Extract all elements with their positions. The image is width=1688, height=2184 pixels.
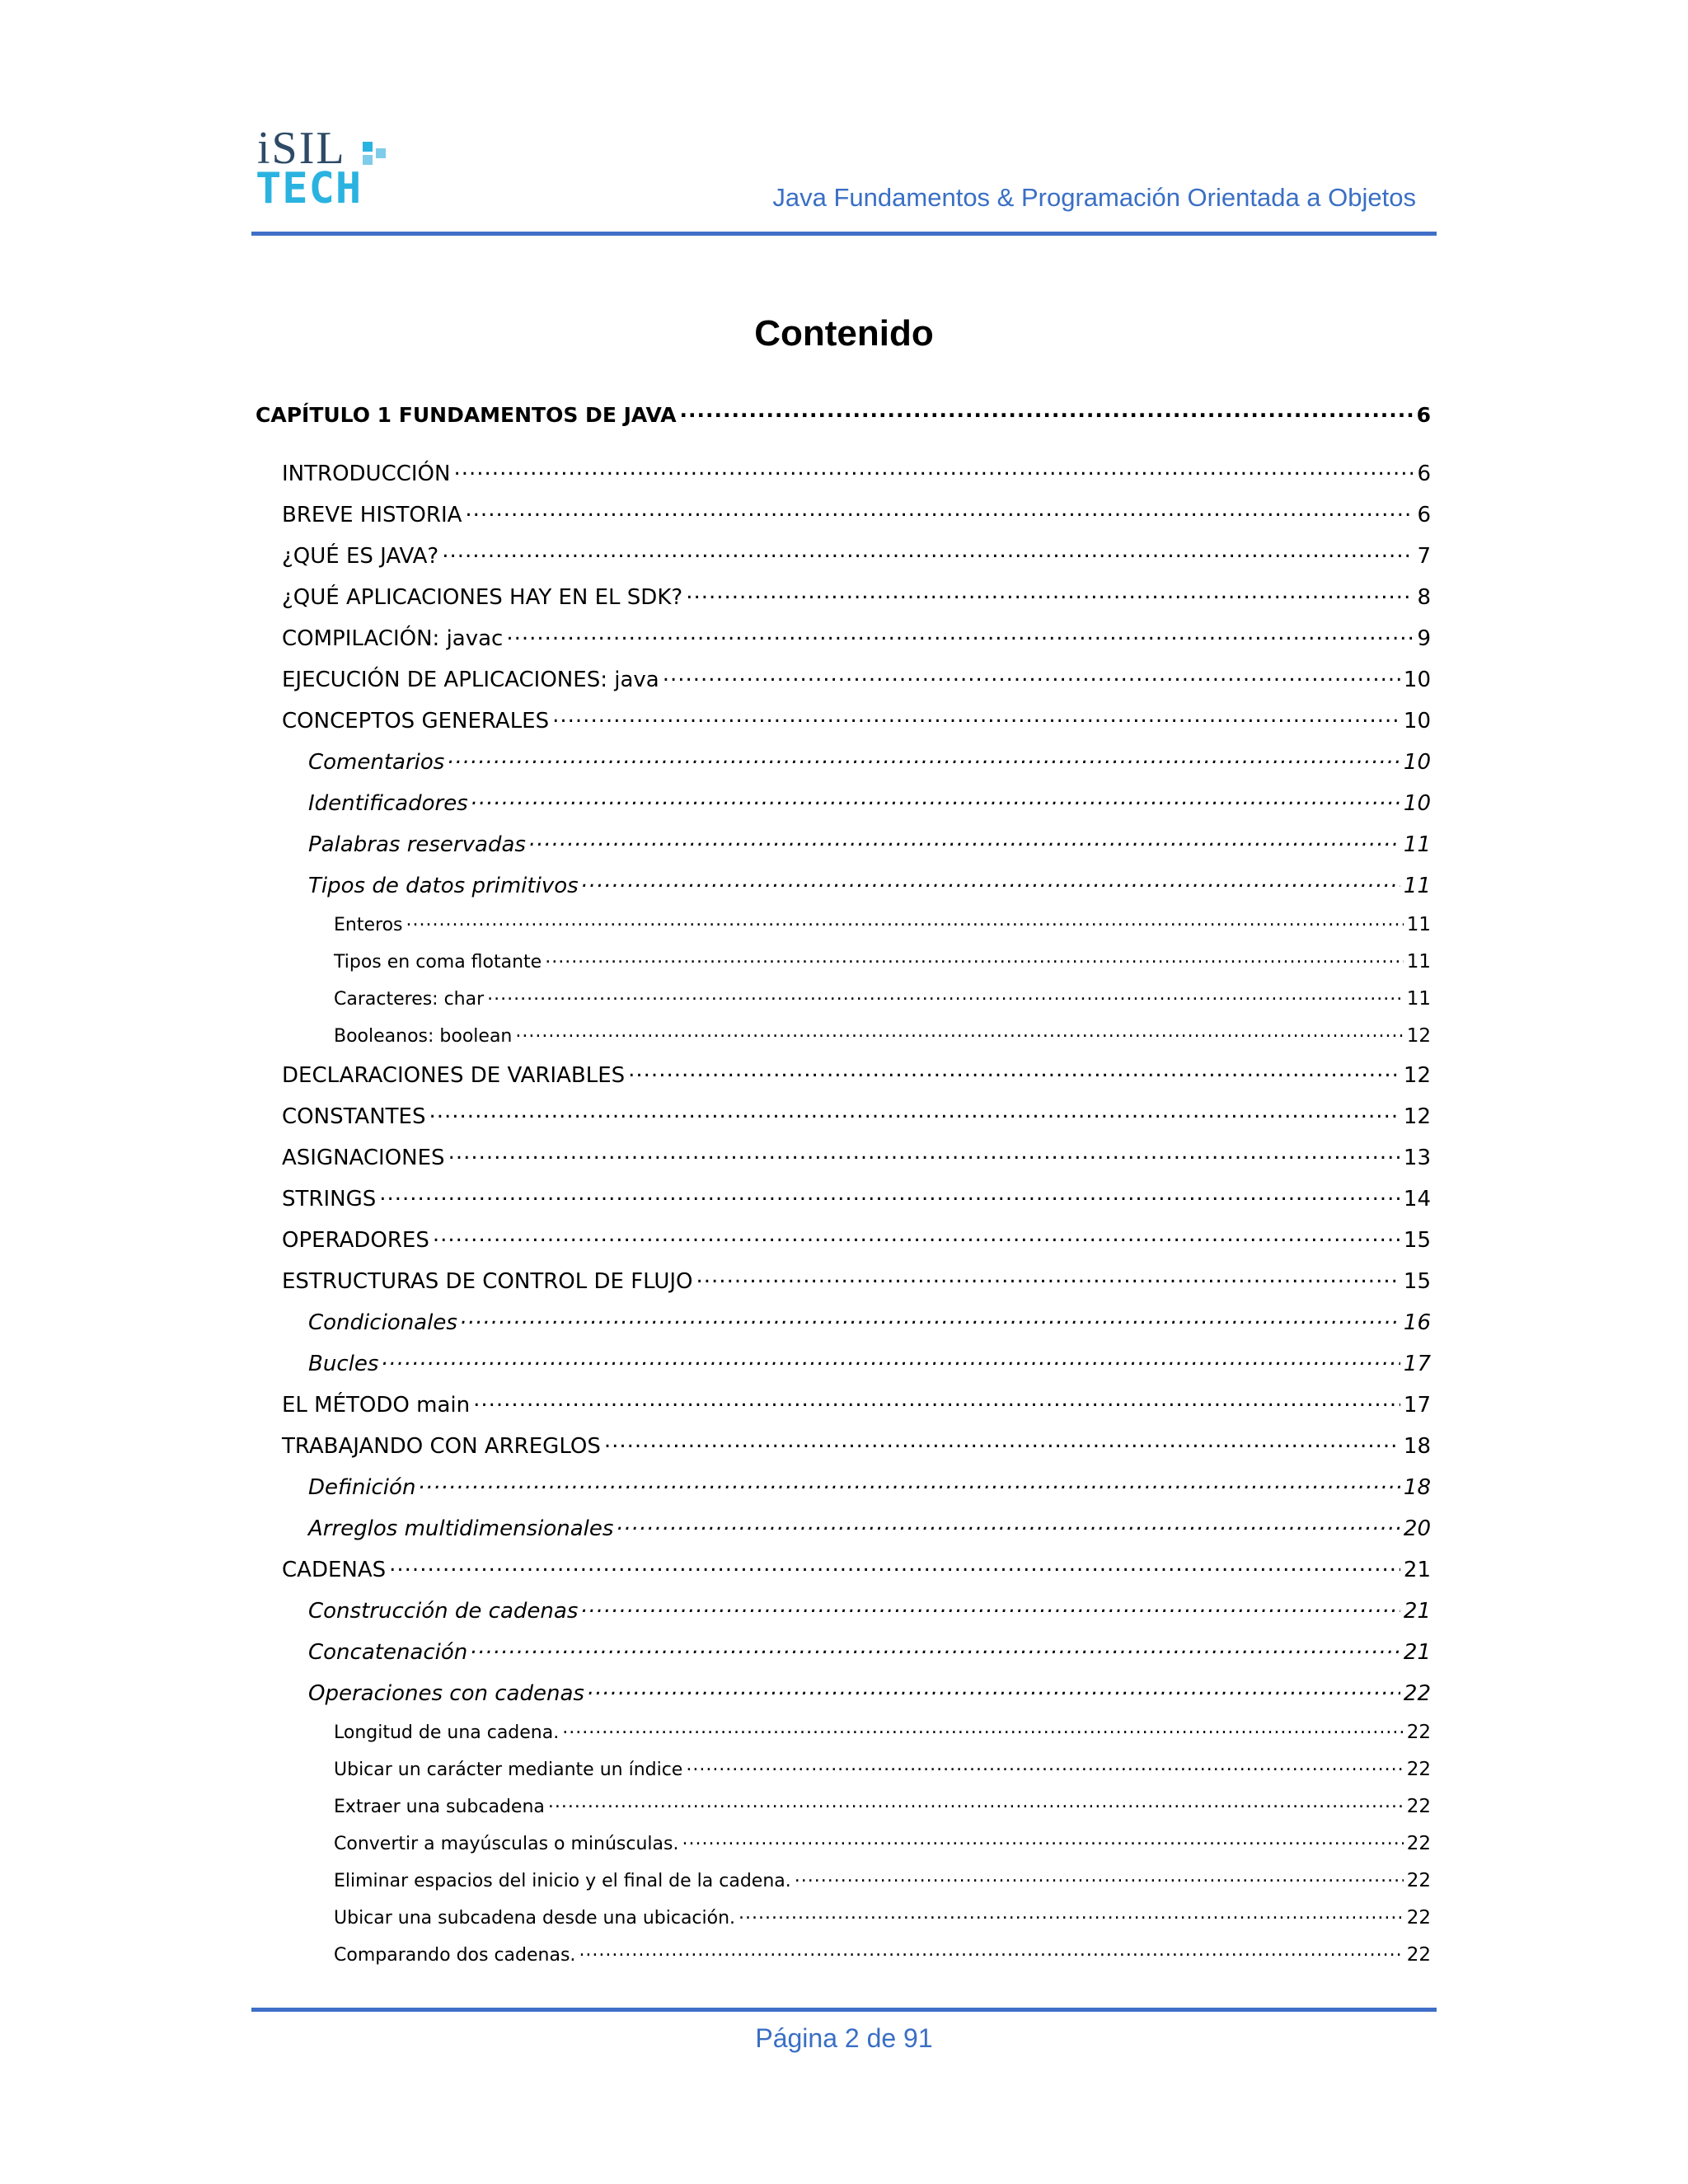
toc-entry-title: Identificadores [308, 791, 468, 816]
toc-entry[interactable] [308, 830, 1431, 857]
toc-dot-leader [680, 401, 1414, 422]
toc-entry-title: Tipos de datos primitivos [308, 874, 579, 898]
toc-entry-title: INTRODUCCIÓN [282, 462, 451, 486]
logo-text-top: iSIL [257, 124, 346, 174]
toc-entry[interactable] [308, 1638, 1431, 1665]
toc-entry-page: 11 [1406, 951, 1431, 972]
toc-entry-page: 6 [1417, 503, 1431, 527]
toc-entry-title: Ubicar un carácter mediante un índice [334, 1760, 683, 1780]
toc-entry[interactable] [282, 1432, 1431, 1459]
logo-text-bottom: TECH [256, 164, 363, 213]
toc-entry-page: 16 [1403, 1310, 1431, 1335]
toc-entry-title: Palabras reservadas [308, 832, 526, 857]
toc-entry[interactable] [334, 1831, 1431, 1854]
toc-entry[interactable] [256, 401, 1431, 427]
toc-dot-leader [686, 1757, 1403, 1775]
toc-entry-page: 22 [1406, 1870, 1431, 1891]
toc-dot-leader [448, 1143, 1400, 1165]
toc-entry-page: 6 [1416, 403, 1431, 427]
toc-entry-title: CONSTANTES [282, 1104, 426, 1129]
toc-dot-leader [617, 1514, 1400, 1535]
toc-entry-title: DECLARACIONES DE VARIABLES [282, 1063, 626, 1088]
toc-dot-leader [582, 871, 1400, 893]
toc-entry-title: BREVE HISTORIA [282, 503, 462, 527]
toc-entry-page: 15 [1403, 1228, 1431, 1253]
toc-entry-title: Longitud de una cadena. [334, 1722, 560, 1743]
toc-entry-page: 22 [1406, 1944, 1431, 1966]
toc-entry-page: 12 [1403, 1104, 1431, 1129]
toc-dot-leader [487, 987, 1404, 1005]
toc-entry-title: Convertir a mayúsculas o minúsculas. [334, 1834, 679, 1854]
toc-dot-leader [682, 1831, 1403, 1849]
toc-entry-title: CONCEPTOS GENERALES [282, 709, 550, 733]
toc-entry[interactable] [282, 541, 1431, 569]
toc-entry-page: 13 [1403, 1146, 1431, 1170]
toc-dot-leader [461, 1308, 1400, 1329]
toc-entry-page: 8 [1417, 585, 1431, 610]
toc-entry-title: Caracteres: char [334, 989, 485, 1010]
toc-entry-page: 10 [1403, 709, 1431, 733]
toc-entry[interactable] [282, 500, 1431, 527]
toc-entry-title: CADENAS [282, 1558, 387, 1582]
toc-dot-leader [473, 1390, 1400, 1412]
toc-entry-title: ¿QUÉ ES JAVA? [282, 544, 439, 569]
toc-dot-leader [604, 1432, 1400, 1453]
toc-entry-title: COMPILACIÓN: javac [282, 626, 504, 651]
toc-entry-title: ¿QUÉ APLICACIONES HAY EN EL SDK? [282, 585, 683, 610]
toc-entry[interactable] [308, 1514, 1431, 1541]
toc-dot-leader [738, 1905, 1404, 1924]
toc-entry-page: 17 [1403, 1352, 1431, 1376]
toc-dot-leader [419, 1473, 1400, 1494]
toc-dot-leader [628, 1061, 1400, 1082]
toc-entry[interactable] [282, 624, 1431, 651]
toc-entry-title: Ubicar una subcadena desde una ubicación. [334, 1908, 736, 1929]
toc-dot-leader [471, 1638, 1400, 1659]
toc-entry[interactable] [282, 1184, 1431, 1212]
toc-entry[interactable] [334, 949, 1431, 972]
toc-dot-leader [442, 541, 1414, 563]
toc-dot-leader [506, 624, 1414, 645]
toc-dot-leader [382, 1349, 1400, 1371]
toc-entry[interactable] [334, 1943, 1431, 1966]
toc-entry[interactable] [282, 583, 1431, 610]
toc-entry-page: 14 [1403, 1187, 1431, 1212]
toc-entry[interactable] [334, 1794, 1431, 1817]
toc-entry-page: 9 [1417, 626, 1431, 651]
toc-entry-page: 12 [1403, 1063, 1431, 1088]
toc-dot-leader [379, 1184, 1400, 1206]
toc-dot-leader [588, 1679, 1400, 1700]
toc-dot-leader [471, 789, 1400, 810]
toc-entry[interactable] [308, 871, 1431, 898]
toc-dot-leader [581, 1596, 1400, 1618]
toc-entry-page: 20 [1403, 1516, 1431, 1541]
toc-entry-page: 21 [1403, 1640, 1431, 1665]
toc-entry[interactable] [308, 748, 1431, 775]
toc-entry[interactable] [282, 1267, 1431, 1294]
toc-entry-title: Definición [308, 1475, 416, 1500]
toc-entry[interactable] [334, 1757, 1431, 1780]
toc-entry-page: 10 [1403, 791, 1431, 816]
toc-entry[interactable] [282, 1390, 1431, 1418]
toc-entry[interactable] [334, 987, 1431, 1010]
toc-entry[interactable] [334, 1024, 1431, 1047]
toc-entry[interactable] [308, 1349, 1431, 1376]
toc-entry[interactable] [308, 1473, 1431, 1500]
toc-dot-leader [406, 912, 1404, 930]
toc-entry-title: ASIGNACIONES [282, 1146, 445, 1170]
toc-entry-title: Condicionales [308, 1310, 457, 1335]
toc-entry-title: STRINGS [282, 1187, 377, 1212]
toc-entry-title: Enteros [334, 915, 403, 935]
toc-entry-page: 12 [1406, 1025, 1431, 1047]
toc-dot-leader [562, 1720, 1403, 1738]
toc-dot-leader [686, 583, 1414, 604]
toc-dot-leader [448, 748, 1400, 769]
toc-entry-title: Tipos en coma flotante [334, 952, 542, 972]
toc-entry[interactable] [308, 1308, 1431, 1335]
toc-entry-title: ESTRUCTURAS DE CONTROL DE FLUJO [282, 1269, 693, 1294]
toc-entry-page: 22 [1403, 1681, 1431, 1706]
toc-entry-page: 21 [1403, 1599, 1431, 1624]
toc-entry-page: 21 [1403, 1558, 1431, 1582]
toc-entry-page: 11 [1406, 914, 1431, 935]
toc-entry-title: Construcción de cadenas [308, 1599, 579, 1624]
page-number: Página 2 de 91 [755, 2023, 933, 2053]
toc-dot-leader [696, 1267, 1400, 1288]
toc-entry-page: 10 [1403, 668, 1431, 692]
toc-title: Contenido [754, 313, 934, 354]
toc-entry[interactable] [282, 1061, 1431, 1088]
toc-dot-leader [529, 830, 1400, 851]
toc-dot-leader [579, 1943, 1403, 1961]
toc-dot-leader [465, 500, 1414, 522]
toc-entry-title: Operaciones con cadenas [308, 1681, 584, 1706]
toc-entry-title: Extraer una subcadena [334, 1797, 545, 1817]
toc-entry-page: 18 [1403, 1475, 1431, 1500]
toc-entry-page: 7 [1417, 544, 1431, 569]
toc-dot-leader [389, 1555, 1400, 1577]
toc-entry-page: 11 [1403, 832, 1431, 857]
toc-entry[interactable] [282, 1143, 1431, 1170]
toc-entry-page: 22 [1406, 1759, 1431, 1780]
toc-entry[interactable] [282, 1226, 1431, 1253]
toc-entry[interactable] [308, 789, 1431, 816]
toc-dot-leader [663, 665, 1400, 687]
toc-entry-page: 18 [1403, 1434, 1431, 1459]
toc-entry-page: 6 [1417, 462, 1431, 486]
toc-dot-leader [433, 1226, 1400, 1247]
toc-entry-page: 10 [1403, 750, 1431, 775]
toc-entry-title: EJECUCIÓN DE APLICACIONES: java [282, 668, 659, 692]
header-rule [251, 232, 1437, 236]
footer-rule [251, 2008, 1437, 2012]
toc-entry-page: 22 [1406, 1833, 1431, 1854]
toc-dot-leader [515, 1024, 1403, 1042]
toc-entry-title: Eliminar espacios del inicio y el final de la cadena. [334, 1871, 791, 1891]
toc-dot-leader [795, 1868, 1404, 1886]
toc-entry-title: EL MÉTODO main [282, 1393, 471, 1418]
toc-entry[interactable] [282, 1102, 1431, 1129]
toc-entry[interactable] [282, 1555, 1431, 1582]
toc-dot-leader [545, 949, 1404, 968]
toc-entry-title: Comentarios [308, 750, 445, 775]
toc-entry-title: Concatenación [308, 1640, 468, 1665]
toc-entry[interactable] [334, 1720, 1431, 1743]
toc-entry-page: 17 [1403, 1393, 1431, 1418]
toc-entry[interactable] [308, 1679, 1431, 1706]
toc-entry-page: 15 [1403, 1269, 1431, 1294]
toc-entry-title: CAPÍTULO 1 FUNDAMENTOS DE JAVA [256, 403, 677, 427]
toc-entry-page: 22 [1406, 1907, 1431, 1929]
toc-dot-leader [429, 1102, 1400, 1123]
isil-tech-logo [256, 124, 445, 214]
toc-entry-page: 22 [1406, 1722, 1431, 1743]
toc-entry-page: 22 [1406, 1796, 1431, 1817]
toc-entry[interactable] [282, 706, 1431, 733]
toc-entry[interactable] [282, 459, 1431, 486]
toc-entry-title: OPERADORES [282, 1228, 429, 1253]
toc-entry-page: 11 [1403, 874, 1431, 898]
toc-entry-title: Bucles [308, 1352, 379, 1376]
toc-entry-page: 11 [1406, 988, 1431, 1010]
toc-entry[interactable] [308, 1596, 1431, 1624]
toc-entry-title: Comparando dos cadenas. [334, 1945, 576, 1966]
toc-entry-title: TRABAJANDO CON ARREGLOS [282, 1434, 601, 1459]
toc-dot-leader [548, 1794, 1404, 1812]
toc-entry[interactable] [334, 1868, 1431, 1891]
toc-entry[interactable] [334, 912, 1431, 935]
toc-dot-leader [552, 706, 1400, 728]
header-title: Java Fundamentos & Programación Orientada a Objetos [772, 183, 1416, 212]
toc-entry-title: Arreglos multidimensionales [308, 1516, 614, 1541]
toc-dot-leader [453, 459, 1414, 480]
toc-entry-title: Booleanos: boolean [334, 1026, 513, 1047]
toc-entry[interactable] [334, 1905, 1431, 1929]
toc-entry[interactable] [282, 665, 1431, 692]
